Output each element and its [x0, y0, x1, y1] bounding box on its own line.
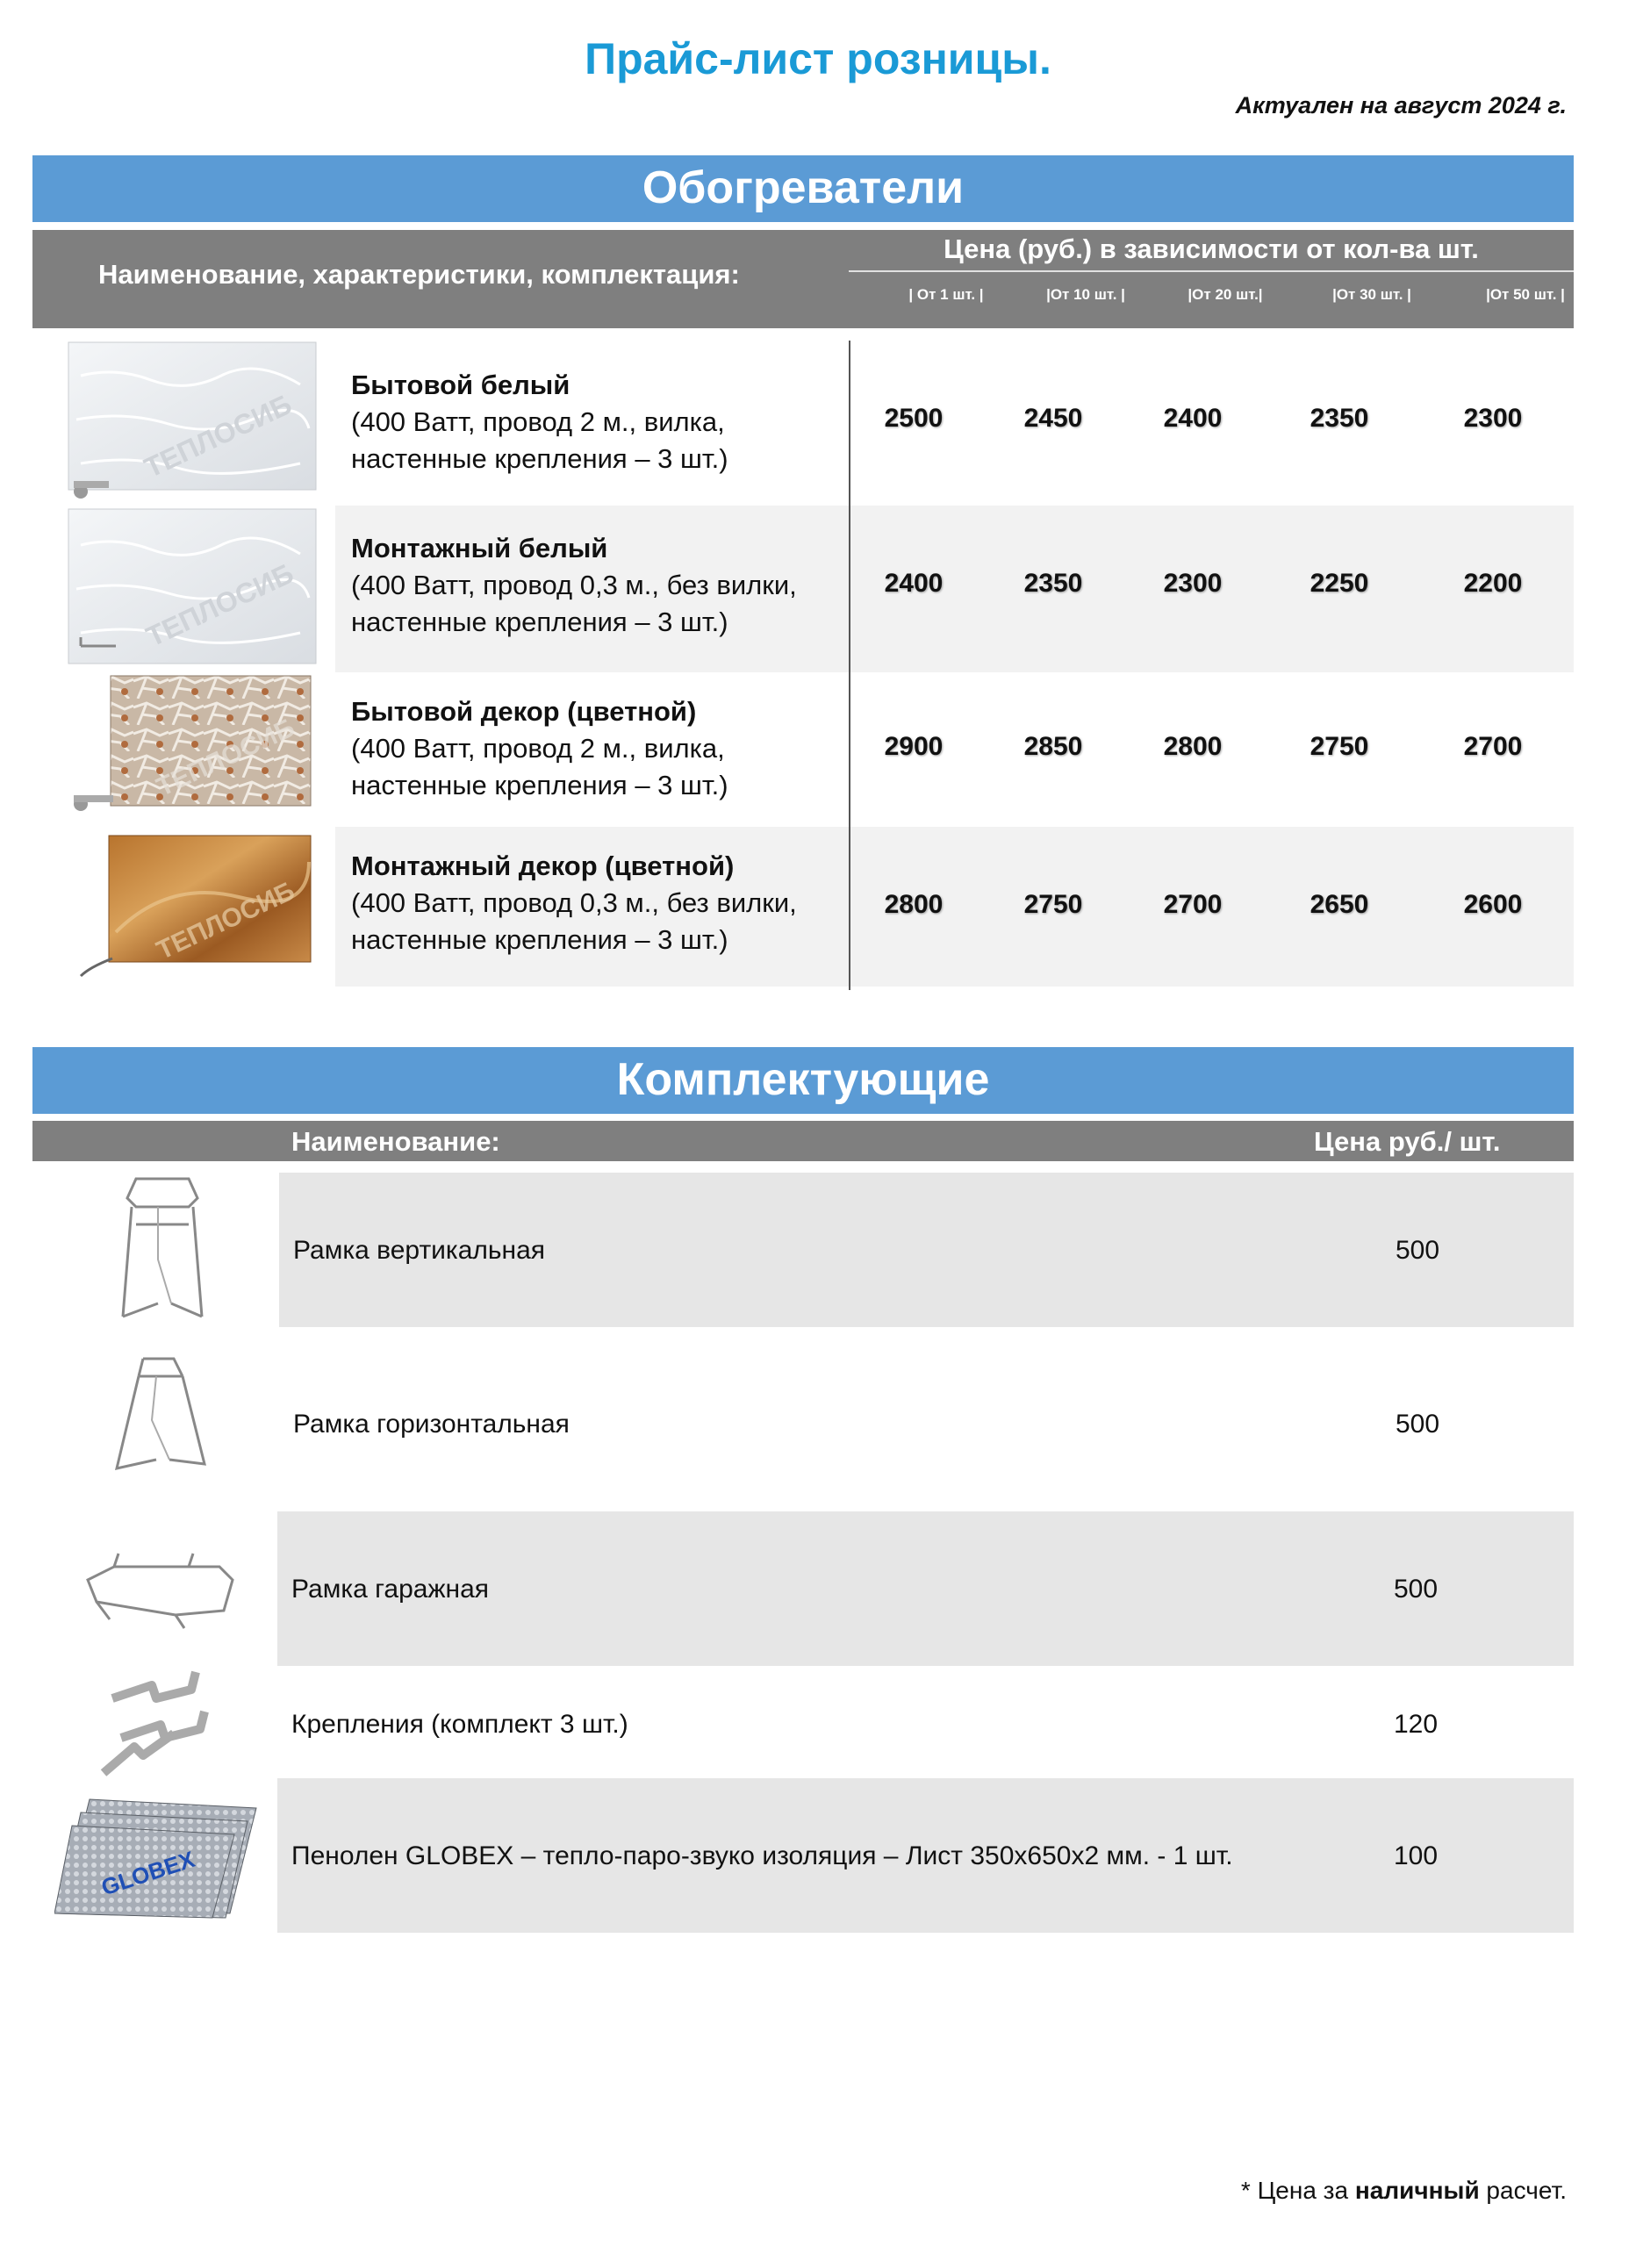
heater-decor-marble-image	[63, 827, 326, 987]
table-row	[0, 672, 1636, 827]
accessory-name: Крепления (комплект 3 шт.)	[291, 1710, 628, 1739]
watermark-text: ТЕПЛОСИБ	[152, 713, 299, 802]
col-price-header: Цена (руб.) в зависимости от кол-ва шт.	[849, 233, 1574, 272]
footnote-prefix: * Цена за	[1240, 2177, 1355, 2204]
price-cell: 2300	[1163, 569, 1223, 598]
accessory-name: Пенолен GLOBEX – тепло-паро-звуко изоляция – Лист 350х650х2 мм. - 1 шт.	[291, 1841, 1233, 1870]
price-cell: 2850	[1023, 732, 1083, 761]
footnote-bold: наличный	[1354, 2177, 1480, 2204]
accessory-price: 500	[1395, 1236, 1440, 1265]
item-desc-line-1: (400 Ватт, провод 0,3 м., без вилки,	[351, 570, 797, 600]
accessory-name: Рамка горизонтальная	[293, 1410, 570, 1439]
item-desc-line-2: настенные крепления – 3 шт.)	[351, 443, 728, 474]
qty-col-1: | От 1 шт. |	[908, 286, 984, 303]
acc-col-name-header: Наименование:	[291, 1126, 500, 1157]
price-cell: 2700	[1463, 732, 1523, 761]
accessory-price: 120	[1393, 1710, 1439, 1739]
price-cell: 2400	[1163, 404, 1223, 433]
price-cell: 2650	[1310, 890, 1369, 919]
accessories-table-header	[32, 1121, 1574, 1161]
col-name-header: Наименование, характеристики, комплектация:	[98, 259, 740, 290]
qty-col-3: |От 20 шт.|	[1188, 286, 1263, 303]
price-cell: 2200	[1463, 569, 1523, 598]
item-name: Монтажный декор (цветной)	[351, 850, 735, 881]
item-name: Бытовой белый	[351, 370, 570, 400]
heaters-table-header	[32, 230, 1574, 328]
table-row	[0, 341, 1636, 504]
price-cell: 2250	[1310, 569, 1369, 598]
mounts-image	[95, 1663, 235, 1777]
page-subtitle: Актуален на август 2024 г.	[1235, 92, 1567, 118]
price-cell: 2700	[1163, 890, 1223, 919]
item-desc-line-1: (400 Ватт, провод 2 м., вилка,	[351, 406, 725, 437]
price-cell: 2800	[1163, 732, 1223, 761]
heaters-section-title: Обогреватели	[32, 155, 1574, 222]
page-title: Прайс-лист розницы.	[585, 34, 1051, 83]
item-desc-line-1: (400 Ватт, провод 0,3 м., без вилки,	[351, 887, 797, 918]
qty-col-4: |От 30 шт. |	[1332, 286, 1411, 303]
globex-insulation-image	[54, 1791, 265, 1922]
accessories-section-title: Комплектующие	[32, 1047, 1574, 1114]
watermark-text: ТЕПЛОСИБ	[141, 556, 298, 653]
table-row	[0, 827, 1636, 987]
footnote-suffix: расчет.	[1479, 2177, 1567, 2204]
price-cell: 2800	[884, 890, 944, 919]
watermark-text: ТЕПЛОСИБ	[139, 388, 297, 484]
table-divider	[849, 341, 850, 990]
price-cell: 2300	[1463, 404, 1523, 433]
accessory-price: 500	[1395, 1410, 1440, 1439]
price-cell: 2750	[1023, 890, 1083, 919]
price-cell: 2350	[1310, 404, 1369, 433]
item-name: Бытовой декор (цветной)	[351, 696, 697, 727]
price-cell: 2600	[1463, 890, 1523, 919]
item-name: Монтажный белый	[351, 533, 608, 563]
globex-logo: GLOBEX	[97, 1845, 198, 1901]
acc-col-price-header: Цена руб./ шт.	[1314, 1126, 1501, 1157]
price-cell: 2400	[884, 569, 944, 598]
watermark-text: ТЕПЛОСИБ	[152, 876, 299, 965]
item-desc-line-1: (400 Ватт, провод 2 м., вилка,	[351, 733, 725, 764]
footnote	[1241, 2177, 1567, 2205]
horizontal-frame-image	[104, 1350, 244, 1482]
garage-frame-image	[79, 1540, 255, 1637]
heater-white-image	[63, 506, 326, 672]
accessory-name: Рамка гаражная	[291, 1575, 490, 1604]
accessory-price: 500	[1393, 1575, 1439, 1604]
item-desc-line-2: настенные крепления – 3 шт.)	[351, 770, 728, 800]
price-cell: 2500	[884, 404, 944, 433]
accessory-name: Рамка вертикальная	[293, 1236, 546, 1265]
price-cell: 2350	[1023, 569, 1083, 598]
qty-col-5: |От 50 шт. |	[1486, 286, 1565, 303]
accessory-price: 100	[1393, 1841, 1439, 1870]
vertical-frame-image	[105, 1172, 246, 1326]
price-cell: 2750	[1310, 732, 1369, 761]
heater-decor-stone-image	[63, 672, 326, 827]
table-row	[0, 506, 1636, 672]
item-desc-line-2: настенные крепления – 3 шт.)	[351, 924, 728, 955]
price-cell: 2450	[1023, 404, 1083, 433]
price-cell: 2900	[884, 732, 944, 761]
heater-white-image	[63, 341, 326, 504]
item-desc-line-2: настенные крепления – 3 шт.)	[351, 606, 728, 637]
qty-col-2: |От 10 шт. |	[1046, 286, 1125, 303]
